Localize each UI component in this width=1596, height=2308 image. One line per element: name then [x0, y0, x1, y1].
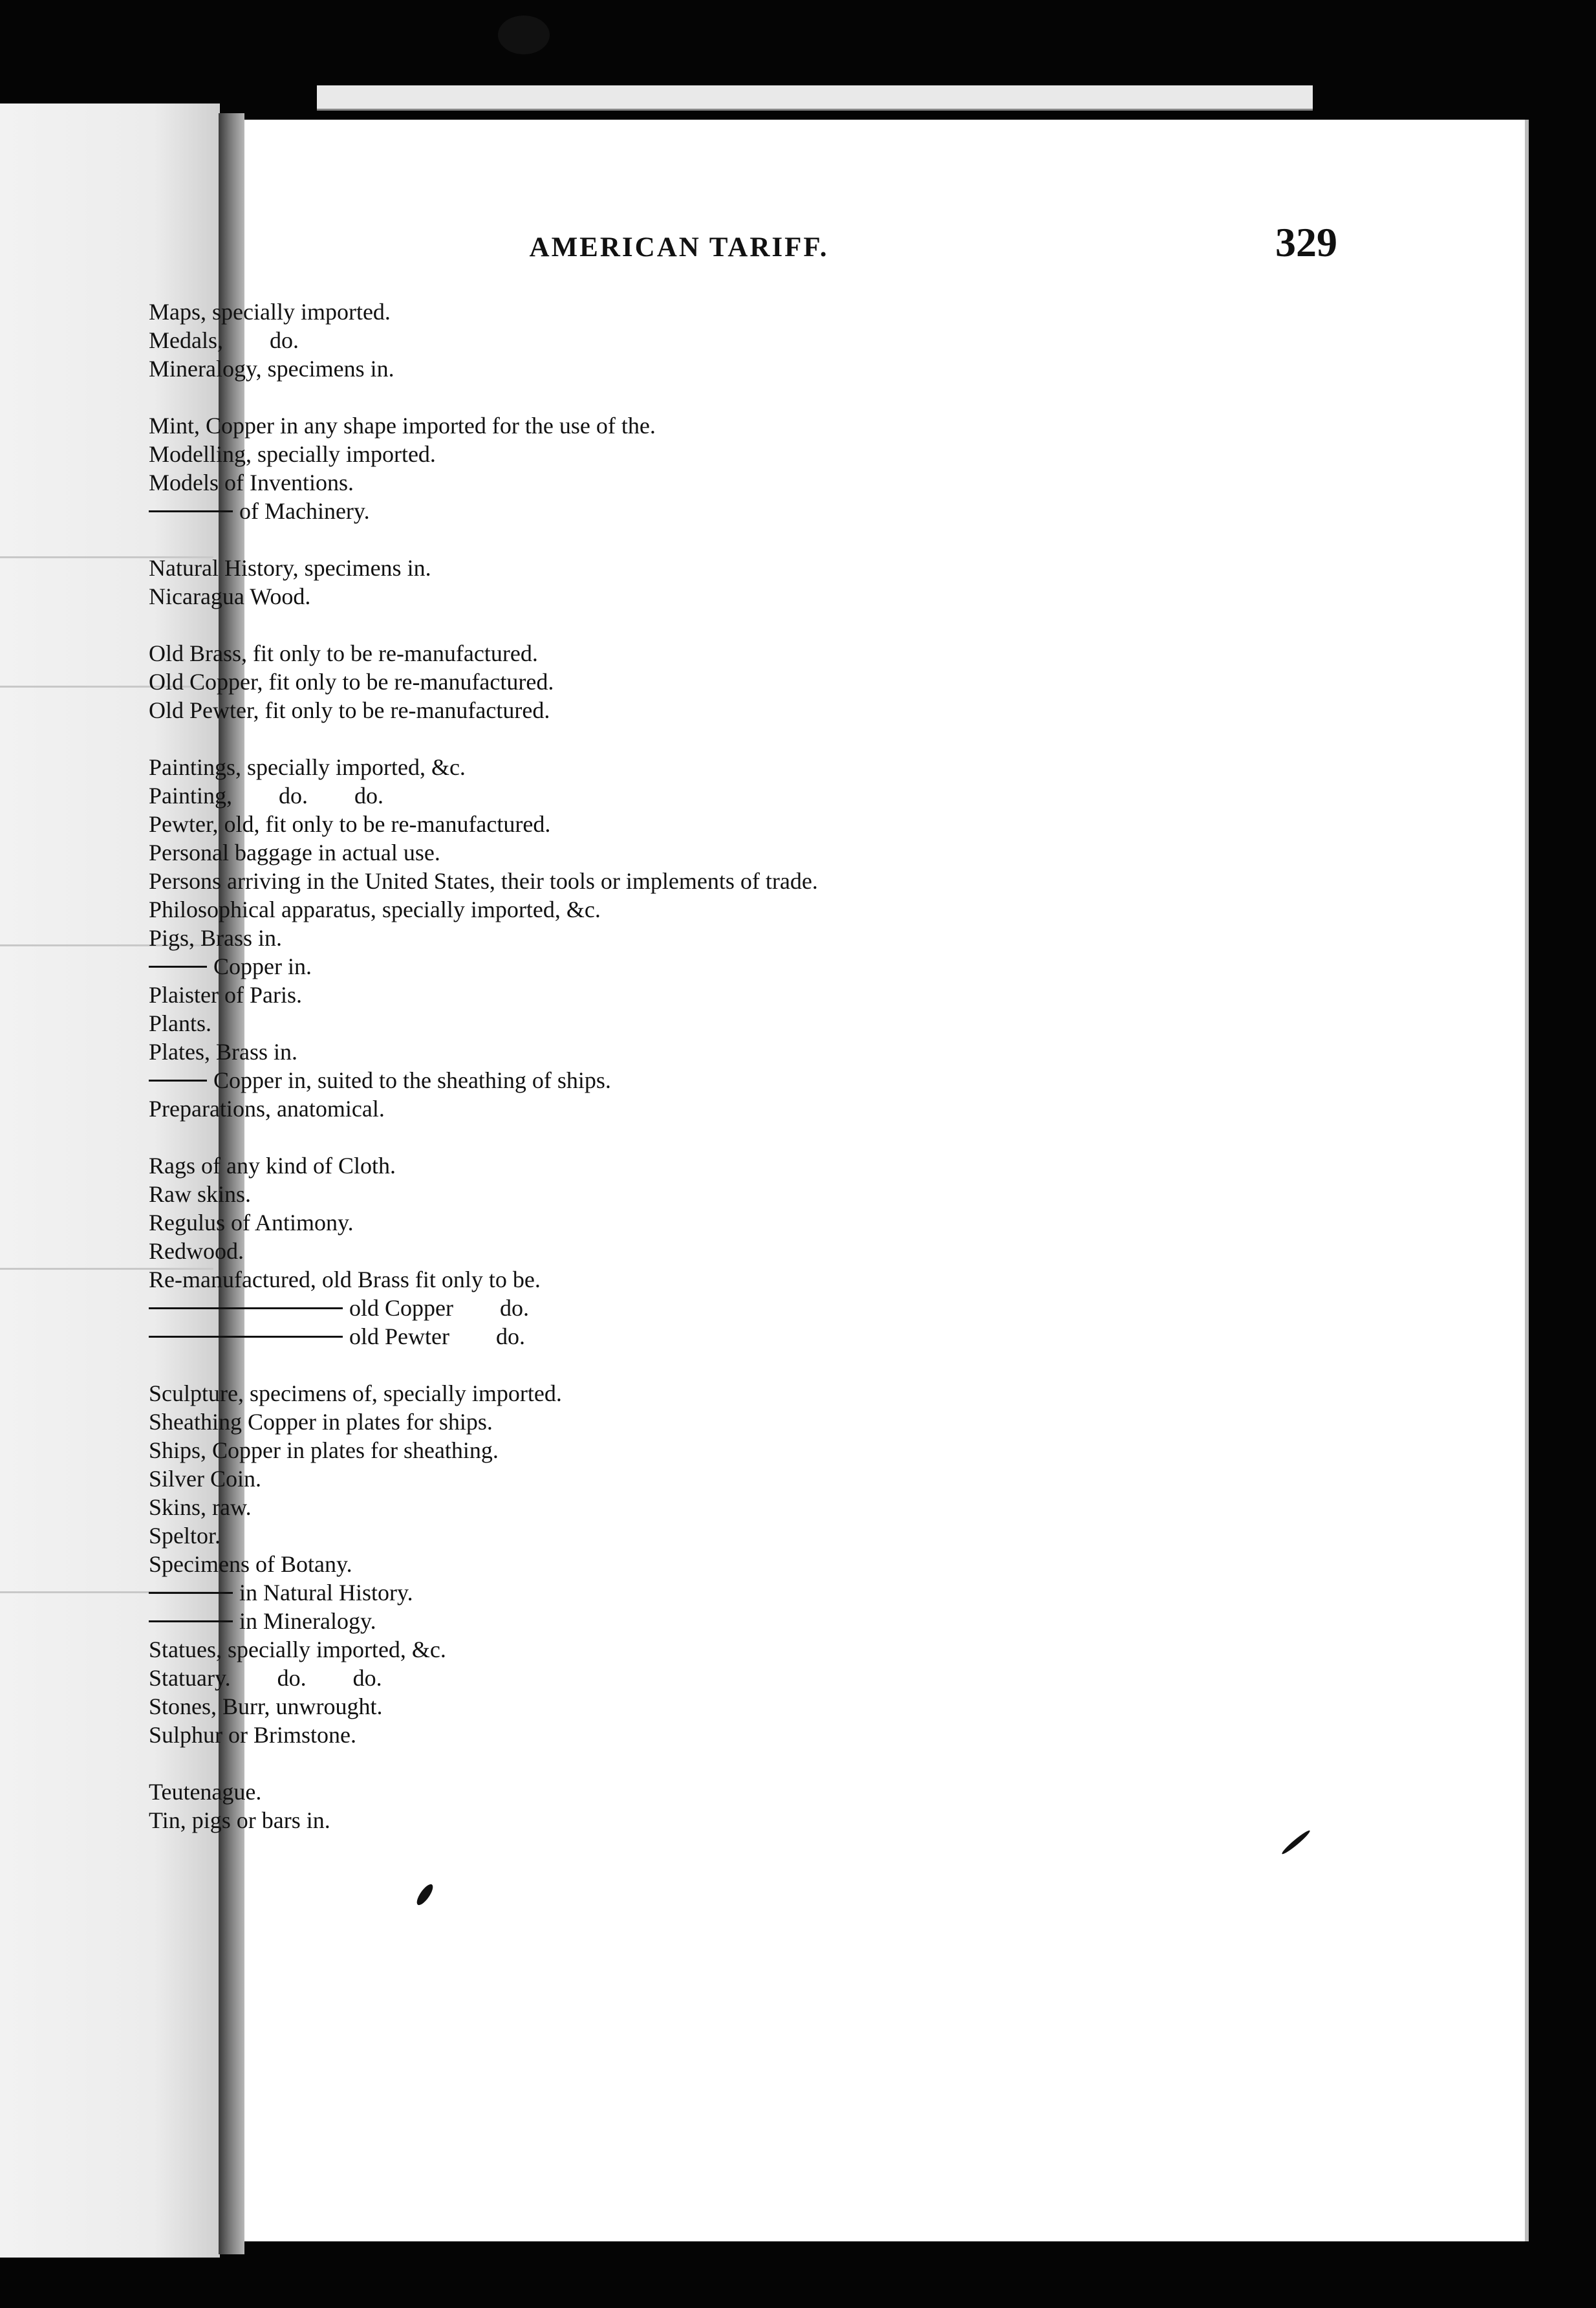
tariff-entry — [149, 411, 1119, 440]
ditto-dash — [149, 1592, 233, 1594]
section-gap — [149, 383, 1119, 411]
ditto-dash — [149, 510, 233, 512]
tariff-entry-text: Re-manufactured, old Brass fit only to be. — [149, 1267, 541, 1292]
tariff-entry — [149, 440, 1119, 468]
tariff-entry — [149, 1294, 1119, 1322]
tariff-entry-text: Mint, Copper in any shape imported for the use of the. — [149, 413, 656, 439]
tariff-entry-text: Natural History, specimens in. — [149, 555, 431, 581]
tariff-entry — [149, 298, 1119, 326]
tariff-entry — [149, 1607, 1119, 1635]
tariff-entry-text: Specimens of Botany. — [149, 1551, 352, 1577]
tariff-entry — [149, 1721, 1119, 1749]
tariff-entry — [149, 1578, 1119, 1607]
tariff-entry — [149, 1778, 1119, 1806]
tariff-entry-text: Tin, pigs or bars in. — [149, 1807, 330, 1833]
tariff-entry — [149, 952, 1119, 981]
tariff-entry — [149, 639, 1119, 668]
tariff-entry-text: Stones, Burr, unwrought. — [149, 1693, 383, 1719]
tariff-entry — [149, 582, 1119, 611]
tariff-entry — [149, 1664, 1119, 1692]
tariff-entry — [149, 867, 1119, 895]
tariff-entry-text: Old Brass, fit only to be re-manufactured. — [149, 640, 538, 666]
tariff-entry-text: Rags of any kind of Cloth. — [149, 1153, 396, 1179]
tariff-entry-text: Nicaragua Wood. — [149, 583, 311, 609]
tariff-entry-text: Old Copper, fit only to be re-manufactured. — [149, 669, 554, 695]
tariff-entry — [149, 810, 1119, 838]
tariff-entry-list — [149, 298, 1119, 1834]
tariff-entry — [149, 1635, 1119, 1664]
top-paper-strip — [317, 85, 1313, 111]
tariff-entry — [149, 981, 1119, 1009]
tariff-entry — [149, 1379, 1119, 1408]
ditto-dash — [149, 966, 207, 968]
ditto-dash — [149, 1620, 233, 1622]
tariff-entry-text: Pewter, old, fit only to be re-manufactured. — [149, 811, 551, 837]
tariff-entry-text: Sheathing Copper in plates for ships. — [149, 1409, 493, 1435]
section-gap — [149, 525, 1119, 554]
tariff-entry — [149, 1265, 1119, 1294]
tariff-entry — [149, 1066, 1119, 1094]
tariff-entry-text: Copper in, suited to the sheathing of ships. — [213, 1067, 611, 1093]
tariff-entry — [149, 468, 1119, 497]
section-gap — [149, 724, 1119, 753]
tariff-entry-text: Regulus of Antimony. — [149, 1210, 354, 1236]
tariff-entry-text: Preparations, anatomical. — [149, 1096, 385, 1122]
tariff-entry — [149, 1464, 1119, 1493]
tariff-entry-text: Painting, do. do. — [149, 783, 384, 809]
tariff-entry-text: old Pewter do. — [349, 1323, 525, 1349]
tariff-entry — [149, 781, 1119, 810]
tariff-entry-text: Statuary. do. do. — [149, 1665, 382, 1691]
tariff-entry — [149, 1009, 1119, 1038]
tariff-entry-text: Pigs, Brass in. — [149, 925, 283, 951]
tariff-entry — [149, 895, 1119, 924]
section-gap — [149, 1351, 1119, 1379]
tariff-entry — [149, 668, 1119, 696]
section-gap — [149, 1749, 1119, 1778]
tariff-entry-text: Redwood. — [149, 1238, 244, 1264]
tariff-entry — [149, 1692, 1119, 1721]
tariff-entry — [149, 1436, 1119, 1464]
section-gap — [149, 611, 1119, 639]
tariff-entry-text: in Natural History. — [239, 1580, 413, 1606]
tariff-entry — [149, 554, 1119, 582]
tariff-entry-text: Teutenague. — [149, 1779, 262, 1805]
tariff-entry-text: Raw skins. — [149, 1181, 252, 1207]
tariff-entry-text: in Mineralogy. — [239, 1608, 376, 1634]
tariff-entry — [149, 1038, 1119, 1066]
tariff-entry-text: Old Pewter, fit only to be re-manufactured. — [149, 697, 550, 723]
tariff-entry — [149, 1094, 1119, 1123]
tariff-entry-text: Speltor. — [149, 1523, 221, 1549]
tariff-entry — [149, 1322, 1119, 1351]
tariff-entry-text: Philosophical apparatus, specially imported, &c. — [149, 897, 601, 922]
scan-speck — [498, 16, 550, 54]
tariff-entry-text: Skins, raw. — [149, 1494, 252, 1520]
tariff-entry-text: Ships, Copper in plates for sheathing. — [149, 1437, 499, 1463]
tariff-entry — [149, 753, 1119, 781]
running-head: AMERICAN TARIFF. — [529, 232, 829, 263]
ditto-dash — [149, 1307, 343, 1309]
tariff-entry-text: Sulphur or Brimstone. — [149, 1722, 356, 1748]
tariff-entry — [149, 1408, 1119, 1436]
tariff-entry-text: Plants. — [149, 1010, 212, 1036]
tariff-entry — [149, 838, 1119, 867]
tariff-entry — [149, 924, 1119, 952]
page-number: 329 — [1275, 219, 1337, 265]
tariff-entry-text: Statues, specially imported, &c. — [149, 1637, 446, 1662]
tariff-entry-text: of Machinery. — [239, 498, 370, 524]
tariff-entry — [149, 354, 1119, 383]
tariff-entry — [149, 1151, 1119, 1180]
tariff-entry — [149, 1806, 1119, 1834]
tariff-entry — [149, 1521, 1119, 1550]
tariff-entry-text: Maps, specially imported. — [149, 299, 391, 325]
tariff-entry — [149, 1493, 1119, 1521]
tariff-entry-text: Mineralogy, specimens in. — [149, 356, 394, 382]
tariff-entry-text: Personal baggage in actual use. — [149, 840, 440, 866]
tariff-entry — [149, 696, 1119, 724]
tariff-entry-text: Silver Coin. — [149, 1466, 262, 1492]
tariff-entry — [149, 1208, 1119, 1237]
tariff-entry — [149, 1550, 1119, 1578]
tariff-entry — [149, 1237, 1119, 1265]
tariff-entry — [149, 326, 1119, 354]
section-gap — [149, 1123, 1119, 1151]
tariff-entry — [149, 497, 1119, 525]
tariff-entry-text: Sculpture, specimens of, specially imported. — [149, 1380, 562, 1406]
tariff-entry-text: Copper in. — [213, 953, 312, 979]
tariff-entry-text: Paintings, specially imported, &c. — [149, 754, 466, 780]
tariff-entry-text: Persons arriving in the United States, their tools or implements of trade. — [149, 868, 818, 894]
tariff-entry-text: old Copper do. — [349, 1295, 529, 1321]
ditto-dash — [149, 1336, 343, 1338]
tariff-entry-text: Plates, Brass in. — [149, 1039, 297, 1065]
tariff-entry-text: Plaister of Paris. — [149, 982, 302, 1008]
tariff-entry — [149, 1180, 1119, 1208]
ditto-dash — [149, 1080, 207, 1082]
tariff-entry-text: Modelling, specially imported. — [149, 441, 436, 467]
tariff-entry-text: Medals, do. — [149, 327, 299, 353]
tariff-entry-text: Models of Inventions. — [149, 470, 354, 495]
